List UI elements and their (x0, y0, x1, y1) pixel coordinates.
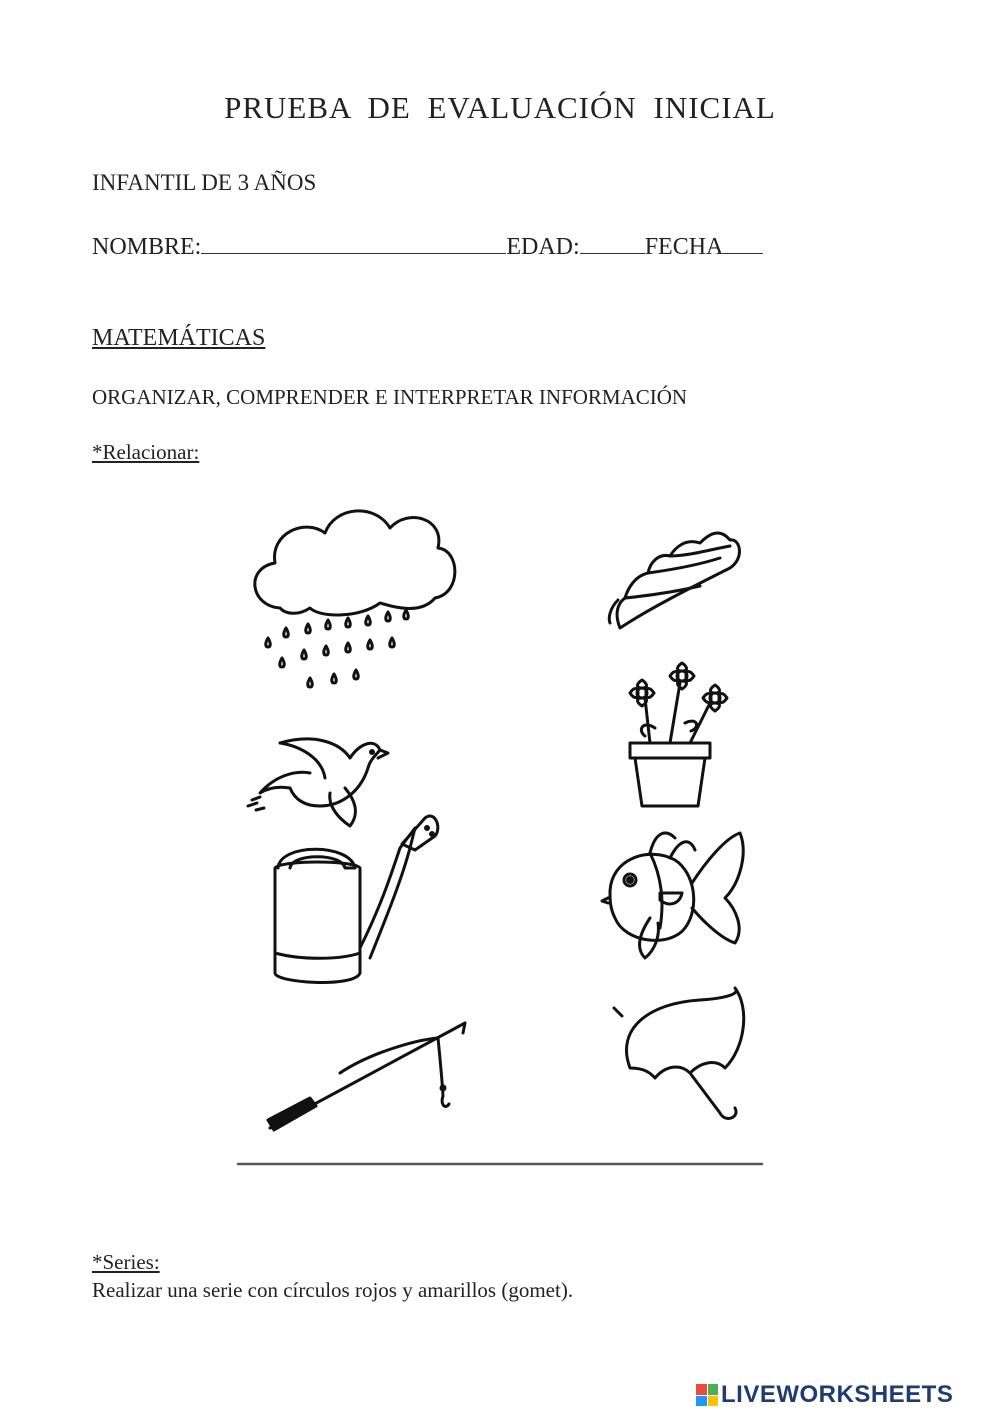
relate-illustration (230, 488, 770, 1178)
logo-square-3 (696, 1396, 707, 1407)
logo-square-1 (696, 1384, 707, 1395)
relate-instruction: *Relacionar: (92, 440, 200, 464)
date-label: FECHA (644, 234, 724, 260)
logo-square-4 (708, 1396, 719, 1407)
name-field[interactable] (201, 231, 506, 254)
wing-icon[interactable] (609, 533, 739, 628)
fishing-rod-icon[interactable] (268, 1023, 465, 1130)
series-title: *Series: (92, 1250, 160, 1274)
course-level: INFANTIL DE 3 AÑOS (92, 170, 317, 195)
name-label: NOMBRE: (92, 234, 202, 260)
age-field[interactable] (580, 231, 645, 254)
age-label: EDAD: (506, 234, 580, 260)
watering-can-icon[interactable] (275, 816, 438, 982)
liveworksheets-footer[interactable] (696, 1381, 953, 1409)
skill-title: ORGANIZAR, COMPRENDER E INTERPRETAR INFORMACIÓN (92, 385, 688, 409)
student-info-row (92, 231, 763, 261)
logo-square-2 (708, 1384, 719, 1395)
date-field[interactable] (723, 231, 763, 254)
umbrella-icon[interactable] (614, 988, 744, 1118)
series-description: Realizar una serie con círculos rojos y amarillos (gomet). (92, 1278, 574, 1302)
flower-pot-icon[interactable] (630, 663, 727, 806)
liveworksheets-brand: LIVEWORKSHEETS (721, 1381, 954, 1408)
rain-cloud-icon[interactable] (255, 511, 455, 687)
bird-icon[interactable] (248, 739, 388, 826)
fish-icon[interactable] (602, 833, 743, 958)
liveworksheets-logo-icon (696, 1384, 718, 1406)
section-title: MATEMÁTICAS (92, 325, 266, 351)
worksheet-title: PRUEBA DE EVALUACIÓN INICIAL (224, 90, 776, 125)
